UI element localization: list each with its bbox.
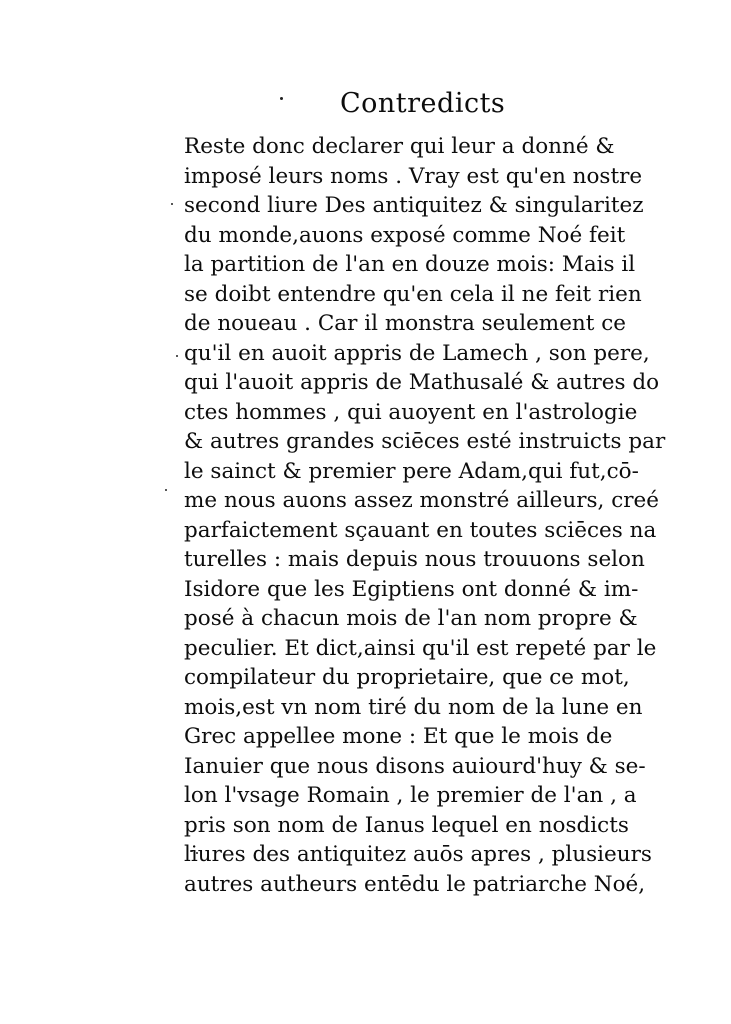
text-line: compilateur du proprietaire, que ce mot, [184,665,630,690]
text-line: Reste donc declarer qui leur a donné & [184,134,615,159]
ink-speck [280,97,283,100]
text-line: ctes hommes , qui auoyent en l'astrologie [184,399,638,425]
ink-speck [176,355,178,357]
text-line: liures des antiquitez auōs apres , plusieurs [184,842,652,867]
body-text [184,132,666,899]
text-line: second liure Des antiquitez & singularitez [184,193,644,218]
text-line: de noueau . Car il monstra seulement ce [184,311,626,336]
text-line: & autres grandes sciēces esté instruicts par [184,429,666,454]
text-line: Ianuier que nous disons auiourd'huy & se- [184,753,646,779]
text-line: me nous auons assez monstré ailleurs, creé [184,488,659,513]
text-line: parfaictement sçauant en toutes sciēces na [184,517,657,543]
text-line: qui l'auoit appris de Mathusalé & autres do [184,370,660,395]
text-line: Grec appellee mone : Et que le mois de [184,724,613,749]
ink-speck [171,203,173,205]
text-line: imposé leurs noms . Vray est qu'en nostre [184,163,643,189]
text-line: autres autheurs entēdu le patriarche Noé, [184,871,646,897]
text-line: lon l'vsage Romain , le premier de l'an , a [184,783,637,808]
text-line: turelles : mais depuis nous trouuons selon [184,547,645,572]
text-line: pris son nom de Ianus lequel en nosdicts [184,812,629,838]
text-line: du monde,auons exposé comme Noé feit [184,222,626,248]
text-line: Isidore que les Egiptiens ont donné & im- [184,576,639,602]
text-line: la partition de l'an en douze mois: Mais il [184,252,636,277]
text-line: se doibt entendre qu'en cela il ne feit rien [184,281,642,307]
text-line: le sainct & premier pere Adam,qui fut,cō- [184,458,639,484]
text-line: posé à chacun mois de l'an nom propre & [184,606,638,631]
text-line: mois,est vn nom tiré du nom de la lune en [184,694,643,720]
text-line: peculier. Et dict,ainsi qu'il est repeté par le [184,635,657,661]
ink-speck [165,489,167,491]
running-head: Contredicts [340,88,506,119]
text-line: qu'il en auoit appris de Lamech , son pere, [184,340,650,366]
